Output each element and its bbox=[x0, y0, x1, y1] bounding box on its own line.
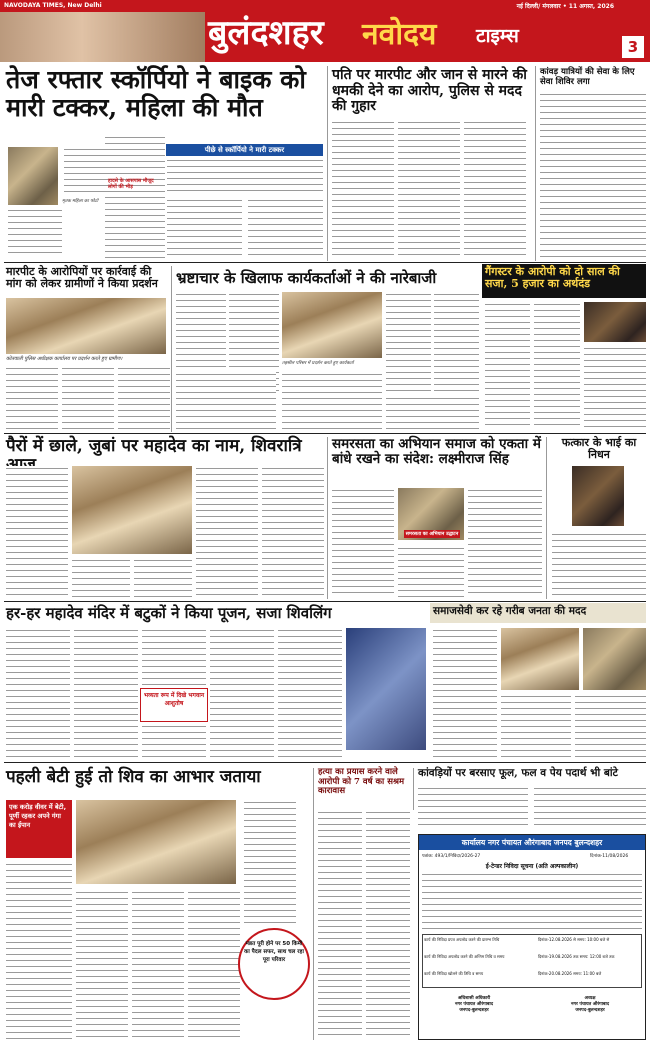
threat-text-col2 bbox=[398, 120, 460, 258]
scorpio-kicker-text bbox=[167, 158, 323, 194]
shivratri-photo bbox=[72, 466, 192, 554]
notice-title: कार्यालय नगर पंचायत औरंगाबाद जनपद बुलन्दशहर bbox=[419, 835, 645, 850]
protest-text-col1 bbox=[6, 366, 58, 430]
scorpio-subhead: हादसे के आसपास मौजूद लोगों की भीड़ bbox=[108, 178, 154, 190]
brand-times: टाइम्स bbox=[476, 25, 519, 47]
protest-text-col3 bbox=[118, 366, 170, 430]
samajsevi-text-col3 bbox=[575, 694, 646, 758]
phatakar-photo bbox=[572, 466, 624, 526]
corruption-headline: भ्रष्टाचार के खिलाफ कार्यकर्ताओं ने की नारेबाजी bbox=[176, 269, 437, 287]
daughter-subhead: एक करोड़ वीवर में बेटी, पूर्णी रहकर अपने गंगा का ईपान bbox=[9, 803, 67, 829]
daughter-text-col3 bbox=[132, 890, 184, 1040]
protest-headline: मारपीट के आरोपियों पर कार्रवाई की मांग को लेकर ग्रामीणों ने किया प्रदर्शन bbox=[6, 265, 158, 291]
kanwar-text-col bbox=[540, 92, 646, 258]
mannat-bubble-text: मन्नत पूरी होने पर 50 किमी का पैदल सफर, साथ चल रहा पूरा परिवार bbox=[244, 941, 304, 963]
notice-row-2-label: कार्य की निविदा खोलने की तिथि व समय bbox=[424, 971, 484, 976]
shivling-text-col2 bbox=[74, 628, 138, 758]
notice-row-0-label: कार्य की निविदा प्रपत्र अपलोड करने की प्रारम्भ तिथि bbox=[424, 937, 500, 942]
daughter-photo bbox=[76, 800, 236, 884]
kanwar-flowers-text-col1 bbox=[418, 786, 528, 830]
phatakar-headline: फत्कार के भाई का निधन bbox=[561, 436, 637, 462]
samajsevi-photo bbox=[501, 628, 579, 690]
shivratri-text-col5 bbox=[262, 466, 324, 598]
scorpio-text-col3 bbox=[105, 135, 165, 258]
scorpio-text-col1 bbox=[8, 208, 62, 258]
masthead-photo-strip bbox=[0, 12, 205, 62]
murder-headline: हत्या का प्रयास करने वाले आरोपी को 7 वर्ष का सश्रम कारावास bbox=[318, 767, 405, 797]
samajsevi-text-col2 bbox=[501, 694, 571, 758]
notice-row-0-value: दिनांक-12.08.2026 से समय: 10:00 बजे से bbox=[538, 937, 610, 942]
gangster-headline: गैंगस्टर के आरोपी को दो साल की सजा, 5 हजार का अर्थदंड bbox=[485, 265, 620, 291]
shivratri-headline: पैरों में छाले, जुबां पर महादेव का नाम, शिवरात्रि bbox=[6, 436, 302, 456]
scorpio-caption: मृतक महिला का फोटो bbox=[62, 199, 99, 204]
threat-text-col3 bbox=[464, 120, 526, 258]
scorpio-kicker: पीछे से स्कॉर्पियो ने मारी टक्कर bbox=[166, 144, 323, 156]
notice-date: दिनांक-11/08/2026 bbox=[590, 854, 629, 859]
samrasta-inset: समरसता का अभियान उद्घाटन bbox=[405, 532, 459, 537]
notice-row-2-value: दिनांक-20.08.2026 समय: 11:00 बजे bbox=[538, 971, 602, 976]
notice-signatory-left: अधिशासी अधिकारी नगर पंचायत औरंगाबाद जनपद-बुलन्दशहर bbox=[454, 996, 494, 1013]
date-line: नई दिल्ली/ मंगलवार • 11 अगस्त, 2026 bbox=[516, 3, 614, 10]
daughter-text-col2 bbox=[76, 890, 128, 1040]
samajsevi-headline: समाजसेवी कर रहे गरीब जनता की मदद bbox=[433, 605, 587, 617]
corruption-text-col7 bbox=[386, 396, 479, 430]
notice-heading: ई-टेन्डर निविदा सूचना (अति अल्पकालीन) bbox=[485, 863, 579, 870]
shivratri-text-col4 bbox=[196, 466, 258, 598]
samrasta-text-col2 bbox=[398, 546, 464, 598]
scorpio-headline: तेज रफ्तार स्कॉर्पियो ने बाइक को मारी टक्कर, महिला की मौत bbox=[6, 65, 306, 122]
corruption-text-col3 bbox=[386, 292, 431, 392]
masthead bbox=[0, 0, 650, 62]
daughter-text-col6 bbox=[244, 800, 296, 924]
kanwar-headline: कांवड़ यात्रियों की सेवा के लिए सेवा शिविर लगा bbox=[540, 67, 635, 87]
scorpio-text-col4 bbox=[167, 198, 242, 258]
samajsevi-photo2 bbox=[583, 628, 646, 690]
daughter-text-col4 bbox=[188, 890, 240, 1040]
samrasta-text-col1 bbox=[332, 488, 394, 598]
corruption-photo bbox=[282, 292, 382, 358]
shivling-photo bbox=[346, 628, 426, 750]
protest-caption: कोतवाली पुलिस अधीक्षक कार्यालय पर प्रदर्शन करते हुए ग्रामीण। bbox=[6, 356, 123, 362]
phatakar-text bbox=[552, 532, 646, 598]
gangster-text-col2 bbox=[534, 302, 580, 430]
notice-signatory-right: अध्यक्ष नगर पंचायत औरंगाबाद जनपद-बुलन्दशहर bbox=[570, 996, 610, 1013]
gangster-text-col3 bbox=[584, 346, 646, 430]
samrasta-text-col3 bbox=[468, 488, 542, 598]
shivratri-text-col2 bbox=[72, 558, 130, 598]
brand-main: बुलंदशहर bbox=[208, 13, 324, 53]
gangster-photo bbox=[584, 302, 646, 342]
notice-ref: पत्रांक: 493/1/निविदा/2026-27 bbox=[422, 854, 481, 859]
mannat-bubble bbox=[238, 928, 310, 1000]
notice-row-1-label: कार्य की निविदा अपलोड करने की अन्तिम तिथि व समय bbox=[424, 954, 505, 959]
notice-row-1-value: दिनांक-19.08.2026 तक समय: 12:00 बजे तक bbox=[538, 954, 615, 959]
shivling-headline: हर-हर महादेव मंदिर में बटुकों ने किया पूजन, सजा शिवलिंग bbox=[6, 604, 332, 622]
shivling-callout-text: भव्यता रूप में दिखे भगवान आशुतोष bbox=[143, 692, 205, 707]
threat-headline: पति पर मारपीट और जान से मारने की धमकी देने का आरोप, पुलिस से मदद की गुहार bbox=[332, 67, 527, 115]
daughter-text-col1 bbox=[6, 862, 72, 1040]
corruption-text-col6 bbox=[282, 372, 382, 430]
murder-text-col1 bbox=[318, 810, 362, 1040]
corruption-text-col4 bbox=[434, 292, 479, 392]
shivratri-text-col3 bbox=[134, 558, 192, 598]
protest-text-col2 bbox=[62, 366, 114, 430]
notice-table bbox=[422, 934, 642, 988]
shivratri-text-col1 bbox=[6, 466, 68, 598]
samrasta-headline: समरसता का अभियान समाज को एकता में बांधे रखने का संदेश: लक्ष्मीराज सिंह bbox=[332, 436, 541, 468]
scorpio-text-col5 bbox=[248, 198, 323, 258]
shivling-text-col4 bbox=[210, 628, 274, 758]
kanwar-flowers-text-col2 bbox=[534, 786, 646, 830]
shivling-text-col1 bbox=[6, 628, 70, 758]
murder-text-col2 bbox=[366, 810, 410, 1040]
corruption-text-col5 bbox=[176, 372, 276, 430]
scorpio-photo bbox=[8, 147, 58, 205]
page-number: 3 bbox=[622, 36, 644, 58]
brand-sub: नवोदय bbox=[362, 17, 437, 52]
daughter-headline: पहली बेटी हुई तो शिव का आभार जताया bbox=[6, 767, 261, 787]
kanwar-flowers-headline: कांवड़ियों पर बरसाए फूल, फल व पेय पदार्थ भी बांटे bbox=[418, 767, 618, 779]
samajsevi-text-col1 bbox=[433, 628, 497, 758]
threat-text-col1 bbox=[332, 120, 394, 258]
protest-photo bbox=[6, 298, 166, 354]
shivling-text-col5 bbox=[278, 628, 342, 758]
notice-body bbox=[422, 872, 642, 930]
paper-line: NAVODAYA TIMES, New Delhi bbox=[4, 2, 102, 9]
corruption-caption: तहसील परिसर में प्रदर्शन करते हुए कार्यकर्ता bbox=[282, 361, 354, 366]
gangster-text-col1 bbox=[485, 302, 530, 430]
